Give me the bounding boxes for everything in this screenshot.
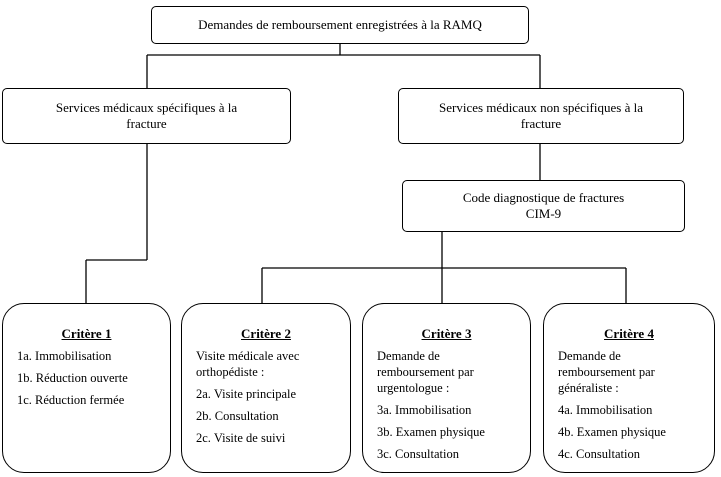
root-box [151,6,529,44]
criterion-4-item-a: 4a. Immobilisation [558,403,653,417]
criterion-3-intro-3: urgentologue : [377,381,450,395]
criterion-4-item-b: 4b. Examen physique [558,425,666,439]
diagnostic-code-label-1: Code diagnostique de fractures [462,190,625,205]
nonspecific-services-box [398,88,684,144]
criterion-2-intro-1: Visite médicale avec [196,349,300,363]
root-label: Demandes de remboursement enregistrées à la RAMQ [198,17,482,32]
criterion-4-item-c: 4c. Consultation [558,447,640,461]
criterion-3-intro-1: Demande de [377,349,440,363]
criterion-1-title: Critère 1 [61,326,112,341]
criterion-3-item-c: 3c. Consultation [377,447,459,461]
criterion-1-item-c: 1c. Réduction fermée [17,393,125,407]
criterion-4-intro-3: généraliste : [558,381,619,395]
specific-services-box [2,88,291,144]
criterion-3-item-b: 3b. Examen physique [377,425,485,439]
nonspecific-services-label-2: fracture [520,116,562,131]
nonspecific-services-label-1: Services médicaux non spécifiques à la [439,100,643,115]
criterion-2-title: Critère 2 [241,326,291,341]
criterion-3-title: Critère 3 [421,326,472,341]
specific-services-label-2: fracture [126,116,167,131]
criterion-3-box [362,303,531,473]
criterion-3-intro-2: remboursement par [377,365,474,379]
diagnostic-code-label-2: CIM-9 [525,206,562,221]
criterion-1-box [2,303,171,473]
criterion-4-intro-1: Demande de [558,349,621,363]
criterion-1-item-a: 1a. Immobilisation [17,349,112,363]
criterion-3-item-a: 3a. Immobilisation [377,403,472,417]
criterion-2-item-a: 2a. Visite principale [196,387,297,401]
criterion-2-item-b: 2b. Consultation [196,409,279,423]
criterion-4-intro-2: remboursement par [558,365,655,379]
diagnostic-code-box [402,180,685,232]
criterion-1-item-b: 1b. Réduction ouverte [17,371,128,385]
criterion-2-item-c: 2c. Visite de suivi [196,431,286,445]
criterion-4-title: Critère 4 [604,326,654,341]
criterion-2-box [181,303,351,473]
specific-services-label-1: Services médicaux spécifiques à la [55,100,238,115]
criterion-4-box [543,303,715,473]
criterion-2-intro-2: orthopédiste : [196,365,265,379]
